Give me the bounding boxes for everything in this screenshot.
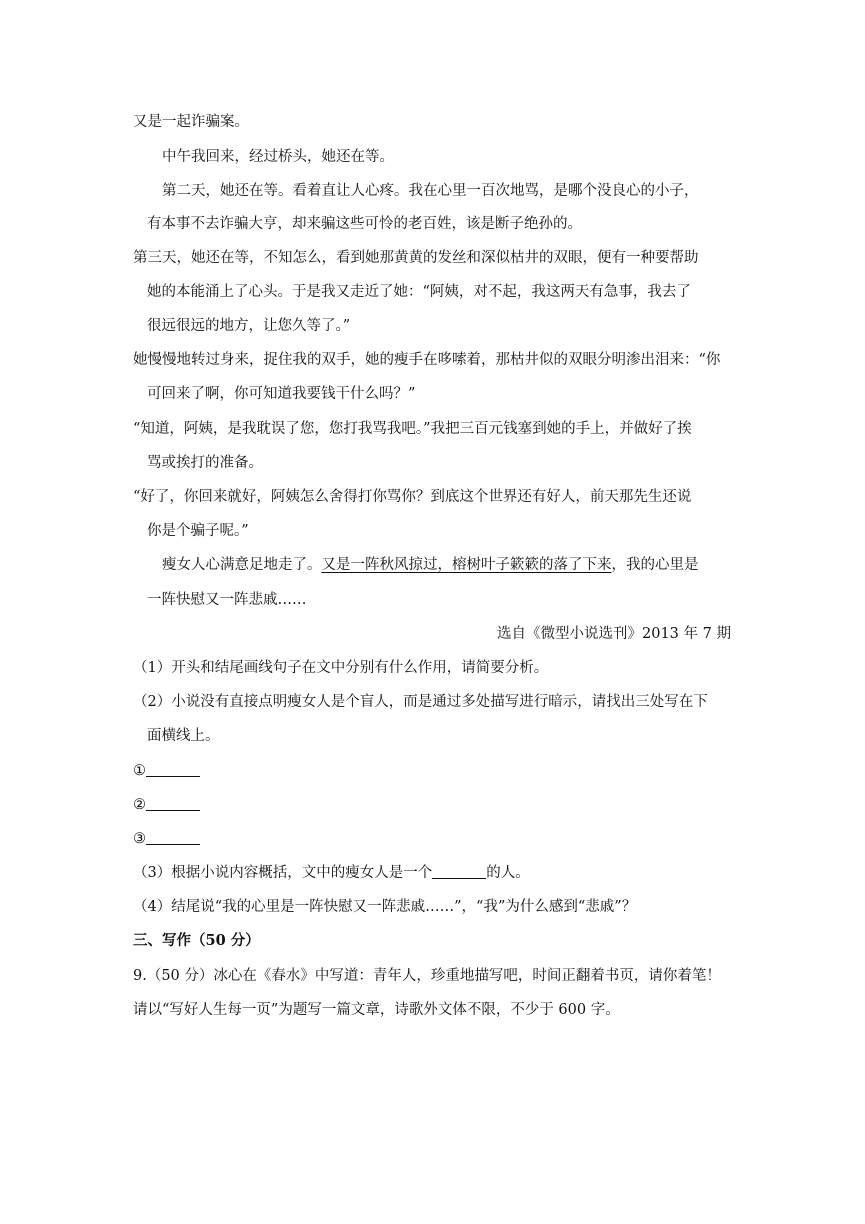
question-2: （2）小说没有直接点明瘦女人是个盲人，而是通过多处描写进行暗示，请找出三处写在下	[133, 694, 708, 710]
question-3	[133, 863, 530, 883]
passage-line: 她的本能涌上了心头。于是我又走近了她：“阿姨，对不起，我这两天有急事，我去了	[147, 284, 691, 300]
question-text: （3）根据小说内容概括，文中的瘦女人是一个	[133, 865, 433, 881]
answer-blank-1	[133, 761, 200, 781]
passage-line: 又是一起诈骗案。	[133, 114, 249, 130]
blank-line[interactable]	[146, 795, 200, 811]
question-text: 的人。	[486, 865, 530, 881]
question-4: （4）结尾说“我的心里是一阵快慰又一阵悲戚……”，“我”为什么感到“悲戚”？	[133, 899, 637, 915]
answer-blank-2	[133, 795, 200, 815]
passage-line: 你是个骗子呢。”	[147, 523, 249, 539]
passage-line: “好了，你回来就好，阿姨怎么舍得打你骂你？到底这个世界还有好人，前天那先生还说	[133, 489, 692, 505]
answer-blank-3	[133, 829, 200, 849]
question-1: （1）开头和结尾画线句子在文中分别有什么作用，请简要分析。	[133, 660, 549, 676]
passage-line: 可回来了啊，你可知道我要钱干什么吗？”	[147, 386, 416, 402]
blank-line[interactable]	[432, 863, 486, 879]
passage-line: 骂或挨打的准备。	[147, 455, 263, 471]
section-heading: 三、写作（50 分）	[133, 932, 260, 949]
passage-line-with-underline	[162, 555, 699, 575]
source-citation: 选自《微型小说选刊》2013 年 7 期	[497, 626, 731, 642]
passage-line: 一阵快慰又一阵悲戚……	[147, 592, 307, 608]
passage-line: “知道，阿姨，是我耽误了您，您打我骂我吧。”我把三百元钱塞到她的手上，并做好了挨	[133, 421, 692, 437]
passage-line: 第三天，她还在等，不知怎么，看到她那黄黄的发丝和深似枯井的双眼，便有一种要帮助	[133, 250, 699, 266]
passage-line: 她慢慢地转过身来，捉住我的双手，她的瘦手在哆嗦着，那枯井似的双眼分明渗出泪来：“你	[133, 352, 721, 368]
blank-number: ③	[133, 831, 146, 847]
passage-text: ，我的心里是	[611, 557, 699, 573]
passage-line: 第二天，她还在等。看着直让人心疼。我在心里一百次地骂，是哪个没良心的小子，	[162, 183, 699, 199]
question-9: 9.（50 分）冰心在《春水》中写道：青年人，珍重地描写吧，时间正翻着书页，请你着笔！	[133, 968, 721, 984]
passage-text: 瘦女人心满意足地走了。	[162, 557, 322, 573]
blank-line[interactable]	[146, 761, 200, 777]
blank-line[interactable]	[146, 829, 200, 845]
passage-line: 很远很远的地方，让您久等了。”	[147, 318, 351, 334]
question-9-cont: 请以“写好人生每一页”为题写一篇文章，诗歌外文体不限，不少于 600 字。	[133, 1002, 620, 1018]
blank-number: ①	[133, 763, 146, 779]
underlined-sentence: 又是一阵秋风掠过，榕树叶子簌簌的落了下来	[321, 557, 612, 573]
passage-line: 有本事不去诈骗大亨，却来骗这些可怜的老百姓，该是断子绝孙的。	[147, 216, 582, 232]
question-2-cont: 面横线上。	[147, 728, 220, 744]
passage-line: 中午我回来，经过桥头，她还在等。	[162, 149, 394, 165]
blank-number: ②	[133, 797, 146, 813]
